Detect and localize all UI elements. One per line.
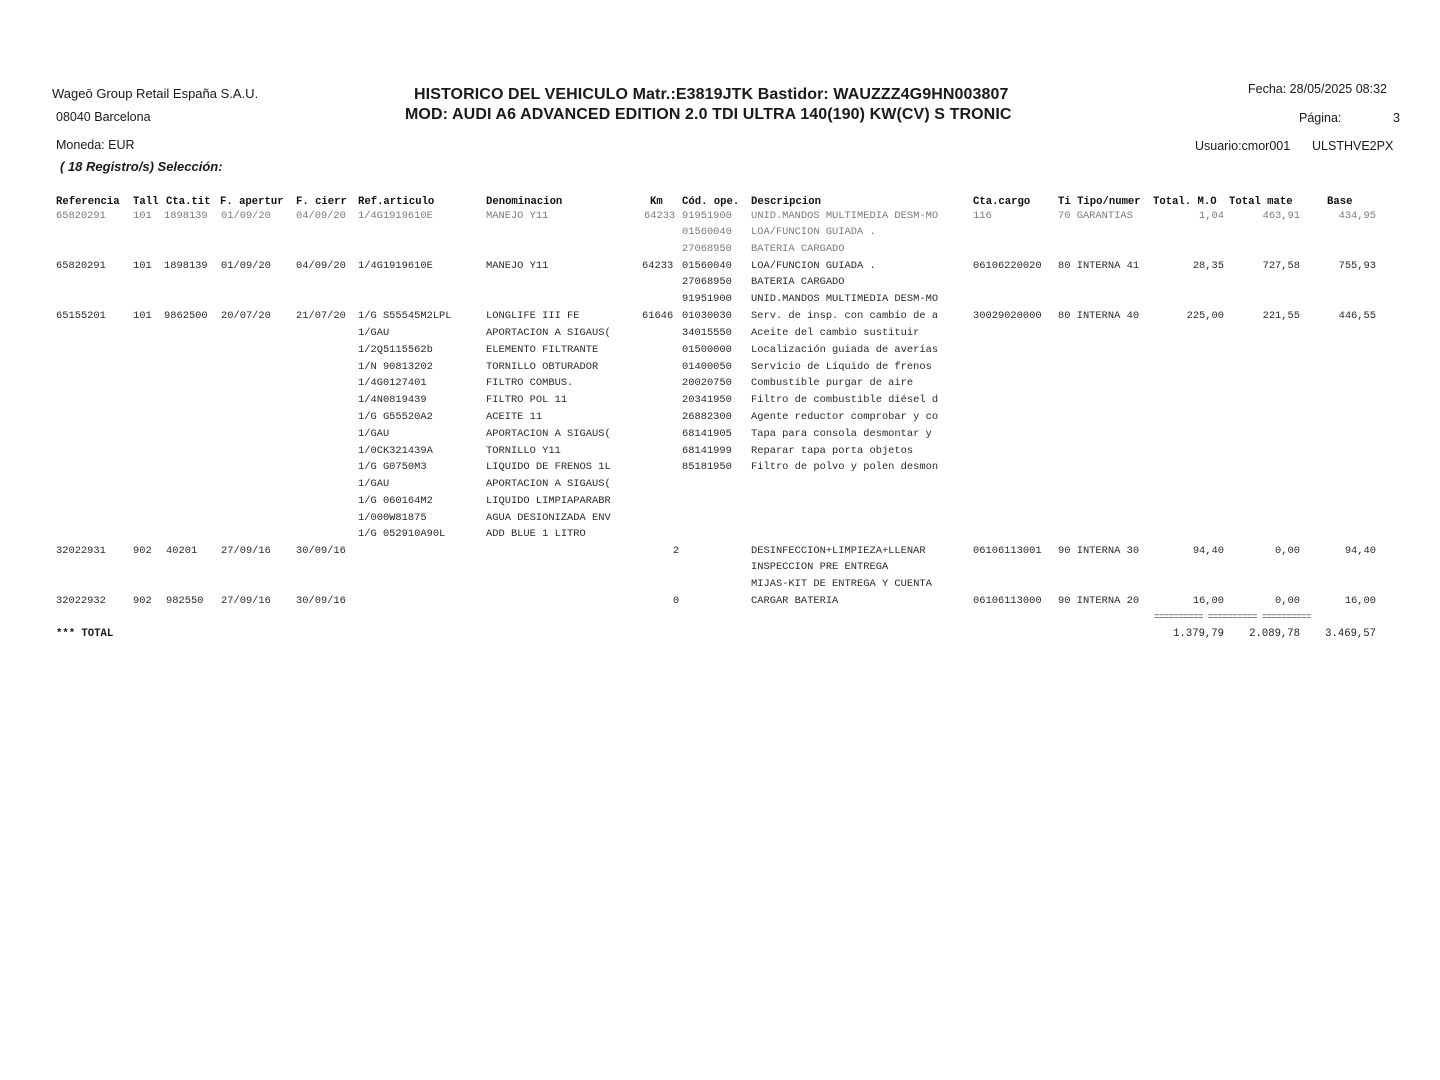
- item-art: 1/G G55520A2: [358, 411, 433, 423]
- cell-total-mo: 16,00: [1192, 595, 1224, 607]
- cell-km: 64233: [642, 260, 674, 272]
- item-art: 1/G 052910A90L: [358, 528, 446, 540]
- col-total-mat: Total mate: [1229, 196, 1293, 208]
- item-art: 1/0CK321439A: [358, 445, 433, 457]
- cell-fc: 21/07/20: [296, 310, 346, 322]
- col-taller: Tall: [133, 196, 159, 208]
- op-desc: Tapa para consola desmontar y: [751, 428, 932, 440]
- item-art: 1/4G0127401: [358, 377, 427, 389]
- cell-fa: 01/09/20: [221, 210, 271, 222]
- cell-total-mo: 94,40: [1192, 545, 1224, 557]
- item-den: LONGLIFE III FE: [486, 310, 580, 322]
- user-code: ULSTHVE2PX: [1312, 139, 1394, 153]
- cell-total-mo: 225,00: [1186, 310, 1224, 322]
- cell-cta-cargo: 116: [973, 210, 992, 222]
- item-den: TORNILLO OBTURADOR: [486, 361, 599, 373]
- op-desc: Agente reductor comprobar y co: [751, 411, 939, 423]
- cell-cta: 9862500: [164, 310, 208, 322]
- cell-total-mat: 727,58: [1262, 260, 1300, 272]
- item-den: LIQUIDO DE FRENOS 1L: [486, 461, 611, 473]
- col-tipo: Ti Tipo/numer: [1058, 196, 1141, 208]
- selection: ( 18 Registro/s) Selección:: [60, 159, 223, 174]
- cell-cta: 1898139: [164, 260, 208, 272]
- cell-total-mat: 463,91: [1262, 210, 1300, 222]
- item-art: 1/000W81875: [358, 512, 427, 524]
- col-f-cierre: F. cierr: [296, 196, 347, 208]
- cell-fa: 27/09/16: [221, 545, 271, 557]
- cell-cta: 982550: [166, 595, 204, 607]
- col-base: Base: [1327, 196, 1353, 208]
- op-desc: LOA/FUNCION GUIADA .: [751, 260, 876, 272]
- cell-cta: 40201: [166, 545, 198, 557]
- cell-cta: 1898139: [164, 210, 208, 222]
- col-referencia: Referencia: [56, 196, 120, 208]
- cell-base: 16,00: [1344, 595, 1376, 607]
- op-desc: LOA/FUNCION GUIADA .: [751, 226, 876, 238]
- op-code: 91951900: [682, 293, 732, 305]
- page-title: HISTORICO DEL VEHICULO Matr.:E3819JTK Bastidor: WAUZZZ4G9HN003807: [414, 86, 1009, 103]
- op-desc: BATERIA CARGADO: [751, 276, 845, 288]
- op-code: 01500000: [682, 344, 732, 356]
- col-cod-ope: Cód. ope.: [682, 196, 740, 208]
- item-art: 1/4N0819439: [358, 394, 427, 406]
- cell-total-mat: 221,55: [1262, 310, 1300, 322]
- cell-art: 1/4G1919610E: [358, 260, 433, 272]
- item-art: 1/GAU: [358, 478, 390, 490]
- col-cta-tit: Cta.tit: [166, 196, 211, 208]
- item-den: FILTRO POL 11: [486, 394, 568, 406]
- total-mo: 1.379,79: [1173, 628, 1224, 640]
- item-den: APORTACION A SIGAUS(: [486, 478, 611, 490]
- cell-tall: 101: [133, 310, 152, 322]
- cell-base: 94,40: [1344, 545, 1376, 557]
- cell-tall: 101: [133, 260, 152, 272]
- cell-total-mo: 28,35: [1192, 260, 1224, 272]
- op-code: 85181950: [682, 461, 732, 473]
- item-den: ELEMENTO FILTRANTE: [486, 344, 599, 356]
- op-desc: BATERIA CARGADO: [751, 243, 845, 255]
- cell-base: 446,55: [1338, 310, 1376, 322]
- item-art: 1/N 90813202: [358, 361, 433, 373]
- col-descripcion: Descripcion: [751, 196, 821, 208]
- col-cta-cargo: Cta.cargo: [973, 196, 1031, 208]
- cell-cta-cargo: 06106113001: [973, 545, 1042, 557]
- col-km: Km: [650, 196, 663, 208]
- cell-ref: 65820291: [56, 210, 106, 222]
- item-den: AGUA DESIONIZADA ENV: [486, 512, 611, 524]
- op-code: 68141905: [682, 428, 732, 440]
- total-separator: ========== ========== ==========: [1154, 612, 1311, 622]
- cell-fc: 04/09/20: [296, 260, 346, 272]
- cell-base: 434,95: [1338, 210, 1376, 222]
- cell-total-mat: 0,00: [1275, 545, 1300, 557]
- cell-den: MANEJO Y11: [486, 210, 549, 222]
- op-code: 27068950: [682, 276, 732, 288]
- op-code: 20341950: [682, 394, 732, 406]
- company-name: Wageō Group Retail España S.A.U.: [52, 86, 259, 101]
- cell-tall: 902: [133, 595, 152, 607]
- item-den: ADD BLUE 1 LITRO: [486, 528, 586, 540]
- cell-fa: 27/09/16: [221, 595, 271, 607]
- cell-ref: 65820291: [56, 260, 106, 272]
- cell-cta-cargo: 06106220020: [973, 260, 1042, 272]
- op-desc: CARGAR BATERIA: [751, 595, 839, 607]
- op-code: 34015550: [682, 327, 732, 339]
- currency: Moneda: EUR: [56, 138, 135, 152]
- item-art: 1/G G0750M3: [358, 461, 427, 473]
- col-total-mo: Total. M.O: [1153, 196, 1217, 208]
- op-desc: Filtro de polvo y polen desmon: [751, 461, 939, 473]
- cell-fa: 20/07/20: [221, 310, 271, 322]
- cell-km: 64233: [644, 210, 676, 222]
- op-desc: INSPECCION PRE ENTREGA: [751, 561, 889, 573]
- cell-cta-cargo: 06106113000: [973, 595, 1042, 607]
- op-desc: Servicio de Líquido de frenos: [751, 361, 932, 373]
- op-desc: UNID.MANDOS MULTIMEDIA DESM-MO: [751, 293, 939, 305]
- cell-art: 1/4G1919610E: [358, 210, 433, 222]
- cell-base: 755,93: [1338, 260, 1376, 272]
- cell-tipo: 80 INTERNA 41: [1058, 260, 1140, 272]
- op-desc: Reparar tapa porta objetos: [751, 445, 914, 457]
- cell-den: MANEJO Y11: [486, 260, 549, 272]
- op-code: 20020750: [682, 377, 732, 389]
- cell-ref: 32022931: [56, 545, 106, 557]
- item-den: FILTRO COMBUS.: [486, 377, 574, 389]
- op-code: 27068950: [682, 243, 732, 255]
- cell-km: 0: [673, 595, 680, 607]
- cell-fc: 30/09/16: [296, 545, 346, 557]
- col-f-apertura: F. apertur: [220, 196, 284, 208]
- cell-ref: 65155201: [56, 310, 106, 322]
- cell-total-mat: 0,00: [1275, 595, 1300, 607]
- cell-tipo: 80 INTERNA 40: [1058, 310, 1140, 322]
- op-code: 01560040: [682, 260, 732, 272]
- company-city: 08040 Barcelona: [56, 110, 151, 124]
- vehicle-model: MOD: AUDI A6 ADVANCED EDITION 2.0 TDI ULTRA 140(190) KW(CV) S TRONIC: [405, 106, 1012, 123]
- op-code: 01400050: [682, 361, 732, 373]
- op-code: 26882300: [682, 411, 732, 423]
- cell-fc: 04/09/20: [296, 210, 346, 222]
- col-ref-articulo: Ref.articulo: [358, 196, 435, 208]
- item-den: TORNILLO Y11: [486, 445, 561, 457]
- col-denominacion: Denominacion: [486, 196, 563, 208]
- op-code: 01030030: [682, 310, 732, 322]
- cell-tipo: 90 INTERNA 30: [1058, 545, 1140, 557]
- total-label: *** TOTAL: [56, 628, 114, 640]
- op-desc: Combustible purgar de aire: [751, 377, 914, 389]
- item-den: LIQUIDO LIMPIAPARABR: [486, 495, 611, 507]
- cell-tall: 902: [133, 545, 152, 557]
- cell-total-mo: 1,04: [1199, 210, 1224, 222]
- page-label: Página:: [1299, 111, 1342, 125]
- item-art: 1/GAU: [358, 428, 390, 440]
- cell-fc: 30/09/16: [296, 595, 346, 607]
- cell-km: 61646: [642, 310, 674, 322]
- op-desc: UNID.MANDOS MULTIMEDIA DESM-MO: [751, 210, 939, 222]
- op-desc: MIJAS-KIT DE ENTREGA Y CUENTA: [751, 578, 932, 590]
- total-base: 3.469,57: [1325, 628, 1376, 640]
- cell-cta-cargo: 30029020000: [973, 310, 1042, 322]
- op-code: 01560040: [682, 226, 732, 238]
- op-desc: DESINFECCION+LIMPIEZA+LLENAR: [751, 545, 926, 557]
- print-date: Fecha: 28/05/2025 08:32: [1248, 82, 1388, 96]
- op-desc: Localización guiada de averías: [751, 344, 939, 356]
- page-number: 3: [1393, 111, 1400, 125]
- cell-fa: 01/09/20: [221, 260, 271, 272]
- user-label: Usuario:cmor001: [1195, 139, 1291, 153]
- cell-tipo: 70 GARANTIAS: [1058, 210, 1133, 222]
- op-desc: Aceite del cambio sustituir: [751, 327, 920, 339]
- item-art: 1/GAU: [358, 327, 390, 339]
- item-den: ACEITE 11: [486, 411, 543, 423]
- op-code: 91951900: [682, 210, 732, 222]
- item-den: APORTACION A SIGAUS(: [486, 428, 611, 440]
- op-desc: Filtro de combustible diésel d: [751, 394, 939, 406]
- total-mat: 2.089,78: [1249, 628, 1300, 640]
- op-desc: Serv. de insp. con cambio de a: [751, 310, 939, 322]
- item-den: APORTACION A SIGAUS(: [486, 327, 611, 339]
- op-code: 68141999: [682, 445, 732, 457]
- cell-tall: 101: [133, 210, 152, 222]
- item-art: 1/2Q5115562b: [358, 344, 433, 356]
- cell-km: 2: [673, 545, 680, 557]
- cell-tipo: 90 INTERNA 20: [1058, 595, 1140, 607]
- item-art: 1/G 060164M2: [358, 495, 433, 507]
- cell-ref: 32022932: [56, 595, 106, 607]
- item-art: 1/G S55545M2LPL: [358, 310, 452, 322]
